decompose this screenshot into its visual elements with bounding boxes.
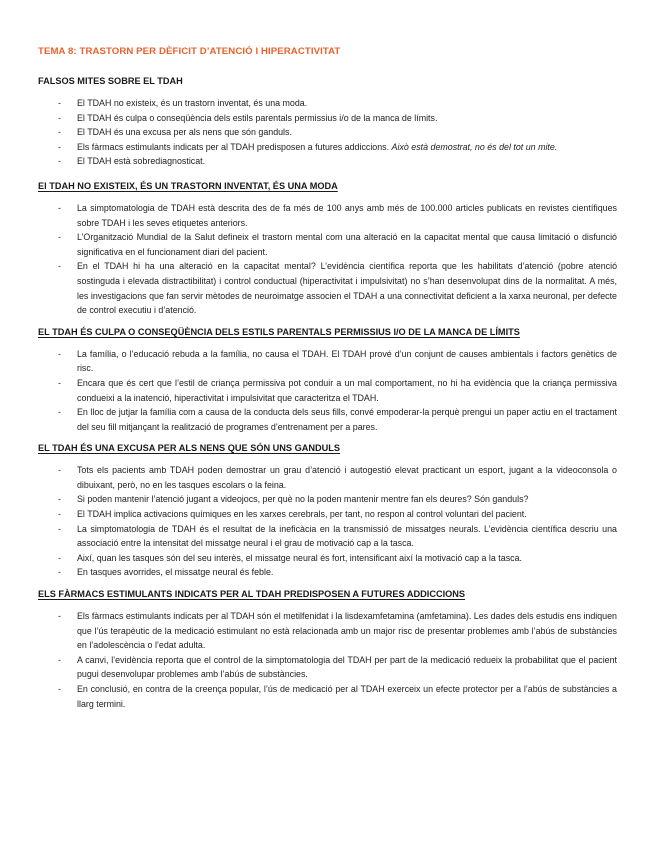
page-title: TEMA 8: TRASTORN PER DÈFICIT D’ATENCIÓ I HIPERACTIVITAT [38, 46, 341, 57]
list-item: - En lloc de jutjar la família com a causa de la conducta dels seus fills, convé empoderar-la perquè prengui un paper actiu en el tractament del seu fill mitjançant la realització de programes d’entrenament per a pares. [58, 407, 617, 432]
section-heading: ELS FÀRMACS ESTIMULANTS INDICATS PER AL TDAH PREDISPOSEN A FUTURES ADDICCIONS [38, 589, 466, 600]
bullet-list [38, 96, 617, 169]
list-item: - La família, o l’educació rebuda a la família, no causa el TDAH. El TDAH prové d’un conjunt de causes ambientals i factors genètics de risc. [58, 348, 617, 374]
list-item: - En el TDAH hi ha una alteració en la capacitat mental? L’evidència científica reporta que les habilitats d’atenció (pobre atenció sostinguda i elevada distractibilitat) i control conductual (hiperactivitat i impulsivitat) no s’han desenvolupat dins de la normalitat. A més, les investigacions que fan servir mètodes de neuroimatge associen el TDAH a una connectivitat deficient a la xarxa neuronal, per defecte de control executiu i d’atenció. [58, 261, 617, 316]
section-heading: EL TDAH ÉS UNA EXCUSA PER ALS NENS QUE SÓN UNS GANDULS [38, 443, 341, 454]
section-heading: EL TDAH ÉS CULPA O CONSEQÜÈNCIA DELS ESTILS PARENTALS PERMISSIUS I/O DE LA MANCA DE LÍMITS [38, 326, 520, 337]
bullet-list [38, 347, 617, 435]
bullet-list [38, 201, 617, 318]
list-item: - Així, quan les tasques són del seu interès, el missatge neural és fort, intensificant així la motivació cap a la tasca. [58, 552, 522, 563]
list-item: - Els fàrmacs estimulants indicats per al TDAH són el metilfenidat i la lisdexamfetamina (amfetamina). Les dades dels estudis ens indiquen que l’ús terapèutic de la medicació estimulant no està relacionada amb un major risc de presentar problemes amb l’abús de substàncies en l’adolescència o l’edat adulta. [58, 611, 617, 651]
section-heading: El TDAH NO EXISTEIX, ÉS UN TRASTORN INVENTAT, ÉS UNA MODA [38, 180, 338, 191]
list-item: - A canvi, l’evidència reporta que el control de la simptomatologia del TDAH per part de la medicació redueix la probabilitat que el pacient pugui desenvolupar problemes amb l’abús de substàncies. [58, 654, 617, 680]
list-item: - En conclusió, en contra de la creença popular, l’ús de medicació per al TDAH exerceix un efecte protector per a l’abús de substàncies a llarg termini. [58, 684, 617, 709]
section-excuse [38, 442, 617, 580]
section-heading: FALSOS MITES SOBRE EL TDAH [38, 76, 183, 86]
list-item: - El TDAH és una excusa per als nens que són ganduls. [58, 127, 292, 138]
list-item: - El TDAH està sobrediagnosticat. [58, 156, 206, 167]
list-item: - La simptomatologia de TDAH està descrita des de fa més de 100 anys amb més de 100.000 articles publicats en revistes científiques sobre TDAH i les seves etiquetes anteriors. [58, 202, 617, 228]
list-item: - L’Organització Mundial de la Salut defineix el trastorn mental com una alteració en la capacitat mental que causa limitació o disfunció significativa en el funcionament diari del pacient. [58, 232, 617, 257]
section-myths [38, 75, 617, 169]
italic-note: Això està demostrat, no és del tot un mite. [391, 141, 558, 152]
list-item: - Si poden mantenir l’atenció jugant a videojocs, per què no la poden mantenir mentre fan els deures? Són ganduls? [58, 494, 529, 505]
list-item: - El TDAH és culpa o conseqüència dels estils parentals permissius i/o de la manca de límits. [58, 112, 438, 123]
list-item: - En tasques avorrides, el missatge neural és feble. [58, 567, 274, 578]
list-item: - La simptomatologia de TDAH és el resultat de la ineficàcia en la transmissió de missatges neurals. L’evidència científica descriu una associació entre la intensitat del missatge neural i el grau de motivació cap a la tasca. [58, 523, 617, 549]
list-item: - El TDAH implica activacions químiques en les xarxes cerebrals, per tant, no respon al control voluntari del pacient. [58, 509, 527, 520]
list-item: - Encara que és cert que l’estil de criança permissiva pot conduir a un mal comportament, no hi ha evidència que la criança permissiva condueixi a la inatenció, hiperactivitat i impulsivitat que caracteritza el TDAH. [58, 377, 617, 403]
bullet-list [38, 463, 617, 580]
list-item: - El TDAH no existeix, és un trastorn inventat, és una moda. [58, 98, 308, 108]
list-item: - Tots els pacients amb TDAH poden demostrar un grau d’atenció i autogestió elevat practicant un esport, jugant a la videoconsola o dibuixant, però, no en les tasques escolars o la feina. [58, 465, 617, 490]
section-parenting [38, 326, 617, 435]
bullet-list [38, 609, 617, 711]
section-not-exist [38, 180, 617, 318]
list-item: - Els fàrmacs estimulants indicats per al TDAH predisposen a futures addiccions. Això està demostrat, no és del tot un mite. [58, 141, 558, 152]
section-stimulants [38, 588, 617, 711]
